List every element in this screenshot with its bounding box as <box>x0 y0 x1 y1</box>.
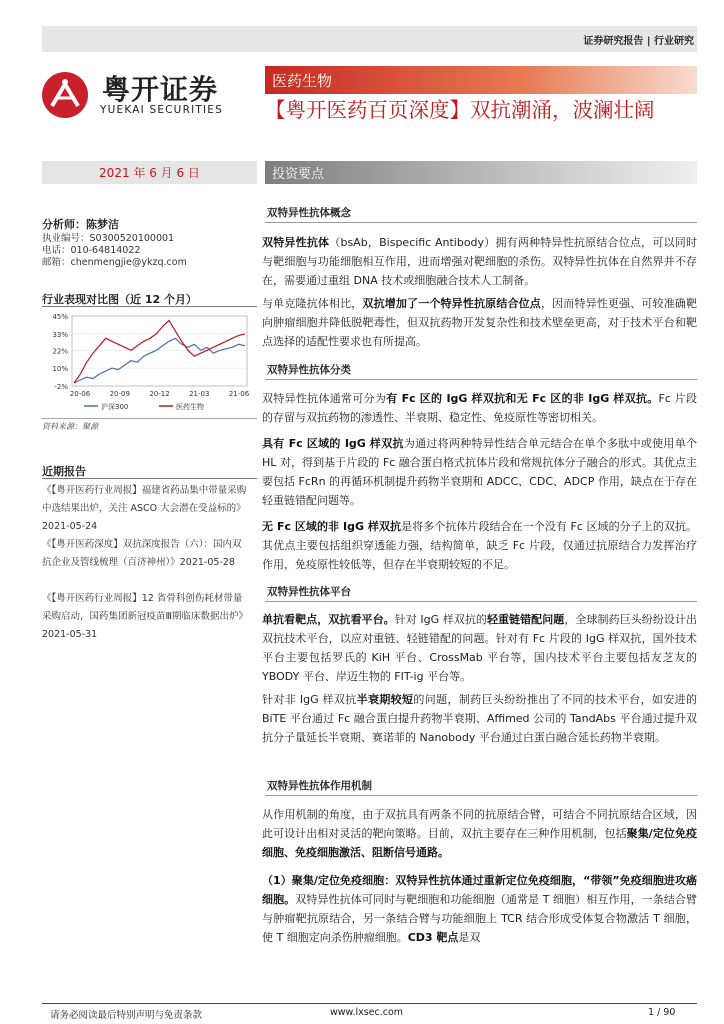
y-tick-label: -2% <box>54 383 68 391</box>
footer-page-number: 1 / 90 <box>648 1007 676 1018</box>
footer-website[interactable]: www.lxsec.com <box>330 1007 404 1018</box>
x-tick-label: 20-09 <box>109 390 130 398</box>
y-tick-label: 33% <box>52 330 68 339</box>
x-tick-label: 21-06 <box>228 390 250 398</box>
analyst-cert: 执业编号：S0300520100001 <box>42 233 175 244</box>
paragraph-class-1: 双特异性抗体通常可分为有 Fc 区的 IgG 样双抗和无 Fc 区的非 IgG 样双抗。Fc 片段的存留与双抗药物的渗透性、半衰期、稳定性、免疫原性等密切相关。 <box>262 392 697 424</box>
logo-icon <box>42 72 88 118</box>
chart-source-divider <box>42 418 257 419</box>
analyst-email[interactable]: 邮箱：chenmengjie@ykzq.com <box>42 257 187 268</box>
recent-report-item[interactable]: 《【粤开医药行业周报】12 省骨科创伤耗材带量采购启动，国药集团新冠疫苗Ⅲ期临床数据出炉》2021-05-31 <box>42 593 244 640</box>
paragraph-class-3: 无 Fc 区域的非 IgG 样双抗是将多个抗体片段结合在一个没有 Fc 区域的分子上的双抗。其优点主要包括组织穿透能力强，结构简单，缺乏 Fc 片段，仅通过抗原结合力发挥治疗作用，免疫原性较低等，但存在半衰期较短的不足。 <box>262 520 697 571</box>
report-title: 【粤开医药百页深度】双抗潮涌，波澜壮阔 <box>265 98 655 122</box>
recent-report-item[interactable]: 《【粤开医药深度】双抗深度报告（六）：国内双抗企业及管线梳理（百济神州）》2021-05-28 <box>42 539 242 568</box>
x-tick-label: 21-03 <box>189 390 210 398</box>
header-category: 证券研究报告 | 行业研究 <box>583 36 694 47</box>
legend-label: 沪深300 <box>101 403 129 411</box>
paragraph-platform-1: 单抗看靶点，双抗看平台。针对 IgG 样双抗的轻重链错配问题，全球制药巨头纷纷设计出双抗技术平台，以应对重链、轻链错配的问题。针对有 Fc 片段的 IgG 样双抗，国外技术平台主要包括罗氏的 KiH 平台、CrossMab 平台等，国内技术平台主要包括友芝友的 YBODY 平台、岸迈生物的 FIT-ig 平台等。 <box>262 613 698 683</box>
investment-bar <box>265 161 697 184</box>
report-date: 2021 年 6 月 6 日 <box>99 166 200 180</box>
chart-source: 资料来源：聚源 <box>42 422 98 431</box>
recent-reports-divider <box>42 478 257 479</box>
paragraph-platform-2: 针对非 IgG 样双抗半衰期较短的问题，制药巨头纷纷推出了不同的技术平台，如安进的 BiTE 平台通过 Fc 融合蛋白提升药物半衰期、Affimed 公司的 TandAbs 平台通过提升双抗分子量延长半衰期、赛诺菲的 Nanobody 平台通过白蛋白融合延长药物半衰期。 <box>262 693 697 744</box>
x-tick-label: 20-12 <box>149 390 170 398</box>
recent-reports-title: 近期报告 <box>42 465 86 478</box>
footer-divider <box>42 1003 697 1004</box>
paragraph-mechanism-2: （1）聚集/定位免疫细胞：双特异性抗体通过重新定位免疫细胞，“带领”免疫细胞进攻癌细胞。双特异性抗体可同时与靶细胞和功能细胞（通常是 T 细胞）相互作用，一条结合臂与肿瘤靶抗原结合，另一条结合臂与功能细胞上 TCR 结合形成受体复合物激活 T 细胞，使 T 细胞定向杀伤肿瘤细胞。CD3 靶点是双 <box>262 874 698 944</box>
x-tick-label: 20-06 <box>69 390 91 398</box>
legend-label: 医药生物 <box>176 403 204 411</box>
footer-disclaimer: 请务必阅读最后特别声明与免责条款 <box>50 1010 203 1021</box>
logo-text-cn: 粤开证券 <box>102 73 219 106</box>
paragraph-class-2: 具有 Fc 区域的 IgG 样双抗为通过将两种特异性结合单元结合在单个多肽中或使用单个 HL 对，得到基于片段的 Fc 融合蛋白格式抗体片段和常规抗体分子融合的形式。其优点主要包括 FcRn 的再循环机制提升药物半衰期和 ADCC、CDC、ADCP 作用，缺点在于存在轻重链错配问题等。 <box>262 437 698 507</box>
y-tick-label: 10% <box>52 365 68 374</box>
paragraph-concept-1: 双特异性抗体（bsAb，Bispecific Antibody）拥有两种特异性抗原结合位点，可以同时与靶细胞与功能细胞相互作用，进而增强对靶细胞的杀伤。双特异性抗体在自然界并不存在，需要通过重组 DNA 技术或细胞融合技术人工制备。 <box>262 236 698 287</box>
chart-title: 行业表现对比图（近 12 个月） <box>42 293 197 306</box>
y-tick-label: 22% <box>52 347 68 356</box>
y-tick-label: 45% <box>52 313 68 321</box>
performance-chart <box>42 308 257 418</box>
recent-report-item[interactable]: 《【粤开医药行业周报】福建省药品集中带量采购中选结果出炉，关注 ASCO 大会潜在受益标的》2021-05-24 <box>42 485 247 532</box>
chart-divider <box>42 306 257 307</box>
paragraph-mechanism-1: 从作用机制的角度，由于双抗具有两条不同的抗原结合臂，可结合不同抗原结合区域，因此可设计出相对灵活的靶向策略。目前，双抗主要存在三种作用机制，包括聚集/定位免疫细胞、免疫细胞激活、阻断信号通路。 <box>262 808 697 859</box>
logo-text-en: YUEKAI SECURITIES <box>100 104 223 116</box>
paragraph-concept-2: 与单克隆抗体相比，双抗增加了一个特异性抗原结合位点，因而特异性更强、可较准确靶向肿瘤细胞并降低脱靶毒性，但双抗药物开发复杂性和技术壁垒更高，对于技术平台和靶点选择的适配性要求也有所提高。 <box>262 297 698 348</box>
sector-label: 医药生物 <box>272 72 333 90</box>
investment-label: 投资要点 <box>272 167 325 182</box>
analyst-name: 分析师：陈梦洁 <box>42 218 119 231</box>
analyst-phone: 电话：010-64814022 <box>42 245 141 256</box>
